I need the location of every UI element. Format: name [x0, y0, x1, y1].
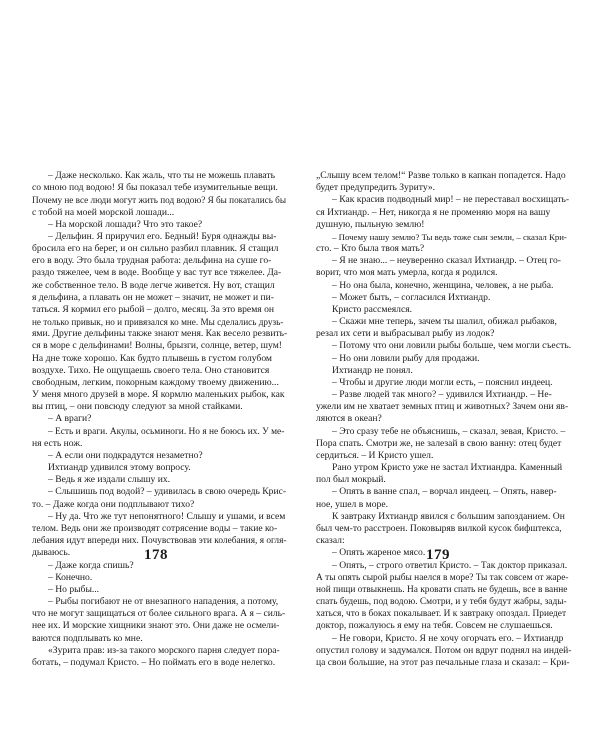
- text-line: – Опять, – строго ответил Кристо. – Так доктор приказал.: [332, 559, 568, 571]
- text-line: ной пищи отвыкнешь. На кровати спать не будешь, все в ванне: [316, 584, 568, 595]
- text-line: – Но она была, конечно, женщина, человек, а не рыба.: [332, 279, 554, 291]
- text-line: ворит, что моя мать умерла, когда я родился.: [316, 267, 498, 279]
- text-line: – Может быть, – согласился Ихтиандр.: [332, 291, 491, 303]
- text-line: – Чтобы и другие люди могли есть, – пояснил индеец.: [332, 376, 553, 388]
- text-line: ня есть нож.: [32, 437, 83, 449]
- left-page-number: 178: [144, 547, 168, 563]
- text-line: К завтраку Ихтиандр явился с большим запозданием. Он: [332, 510, 565, 522]
- text-line: – Но рыбы...: [48, 583, 100, 595]
- text-line: – Скажи мне теперь, зачем ты шалил, обижал рыбаков,: [332, 316, 557, 328]
- text-line: ся Ихтиандр. – Нет, никогда я не променяю моря на вашу: [316, 206, 551, 218]
- text-line: раздо тяжелее, чем в воде. Вообще у вас тут все тяжелее. Да-: [32, 267, 282, 279]
- text-line: я дельфина, а плавать он не может – значит, не может и пи-: [32, 291, 274, 303]
- text-line: вы птиц, – они повсюду следуют за мной стайками.: [32, 401, 243, 413]
- text-line: ся в море с дельфинами! Волны, брызги, солнце, ветер, шум!: [32, 340, 282, 352]
- text-line: – Дельфин. Я приручил его. Бедный! Буря однажды вы-: [48, 230, 277, 242]
- text-line: – Я не знаю... – неуверенно сказал Ихтиандр. – Отец го-: [332, 255, 561, 267]
- text-line: опустил голову и задумался. Потом он вдруг поднял на индей-: [316, 644, 571, 656]
- text-line: – Даже несколько. Как жаль, что ты не можешь плавать: [48, 170, 275, 181]
- text-line: Кристо рассмеялся.: [332, 303, 413, 315]
- text-line: – Конечно.: [48, 571, 93, 583]
- text-line: – Почему нашу землю? Ты ведь тоже сын земли, – сказал Кри-: [332, 231, 567, 242]
- text-line: нее их. И морские хищники знают это. Они даже не осмели-: [32, 620, 280, 632]
- text-line: ляются в океан?: [316, 413, 382, 425]
- text-line: то. – Даже когда они подплывают тихо?: [32, 498, 195, 510]
- text-line: ца свои большие, на этот раз печальные глаза и сказал: – Кри-: [316, 656, 570, 668]
- text-line: Ихтиандр удивился этому вопросу.: [48, 462, 191, 474]
- text-line: не только привык, но и привязался ко мне. Мы сделались друзь-: [32, 317, 284, 328]
- text-line: что не могут защищаться от более сильного врага. А я – силь-: [32, 608, 286, 620]
- text-line: – Как красив подводный мир! – не переставал восхищать-: [332, 194, 570, 206]
- right-page: [316, 170, 571, 669]
- text-line: На дне тоже хорошо. Как будто плывешь в густом голубом: [32, 352, 273, 364]
- text-line: его в воду. Это была трудная работа: дельфина на суше го-: [32, 255, 272, 267]
- text-line: Рано утром Кристо уже не застал Ихтиандра. Каменный: [332, 462, 563, 474]
- text-line: ями. Другие дельфины также знают меня. Как весело резвить-: [32, 328, 287, 340]
- text-line: – Но они ловили рыбу для продажи.: [332, 352, 480, 364]
- text-line: – Ну да. Что же тут непонятного! Слышу и ушами, и всем: [48, 510, 286, 522]
- text-line: будет предупредить Зуриту».: [316, 182, 436, 194]
- text-line: А ты опять сырой рыбы наелся в море? Ты так совсем от жаре-: [316, 572, 569, 583]
- text-line: ужели им не хватает земных птиц и животных? Зачем они яв-: [316, 401, 569, 413]
- text-line: У меня много друзей в море. Я кормлю маленьких рыбок, как: [32, 389, 285, 401]
- text-line: телом. Ведь они же производят сотрясение воды – такие ко-: [32, 522, 278, 534]
- text-line: сто. – Кто была твоя мать?: [316, 243, 425, 255]
- text-line: – Рыбы погибают не от внезапного нападения, а потому,: [48, 596, 279, 608]
- text-line: ное, ушел в море.: [316, 498, 388, 510]
- text-line: – Опять жареное мясо.: [332, 547, 426, 559]
- text-line: – Потому что они ловили рыбы больше, чем могли съесть.: [332, 340, 571, 352]
- text-line: хаться, что в боках покалывает. И к завтраку опоздал. Приедет: [316, 609, 567, 620]
- text-line: «Зурита прав: из-за такого морского парня следует пора-: [48, 644, 280, 656]
- text-line: свободным, легким, покорным каждому твоему движению...: [32, 376, 279, 388]
- text-line: дываюсь.: [32, 547, 71, 559]
- text-line: воздухе. Тихо. Не ощущаешь своего тела. Оно становится: [32, 364, 270, 376]
- text-line: – Слышишь под водой? – удивилась в свою очередь Крис-: [48, 486, 287, 498]
- text-line: – Есть и враги. Акулы, осьминоги. Но я не боюсь их. У ме-: [48, 426, 285, 437]
- text-line: Ихтиандр не понял.: [332, 364, 413, 376]
- right-page-number: 179: [426, 547, 450, 563]
- text-line: – Ведь я же издали слышу их.: [48, 474, 171, 486]
- text-line: с тобой на моей морской лошади...: [32, 206, 175, 218]
- text-line: таться. Я кормил его рыбой – долго, месяц. За это время он: [32, 303, 275, 315]
- text-line: – А враги?: [48, 413, 92, 425]
- text-line: сказал:: [316, 535, 345, 547]
- text-line: Почему не все люди могут жить под водою? Я бы покатались бы: [32, 195, 287, 206]
- text-line: – Не говори, Кристо. Я не хочу огорчать его. – Ихтиандр: [332, 632, 564, 644]
- text-line: сердиться. – И Кристо ушел.: [316, 449, 434, 461]
- text-line: – Даже когда спишь?: [48, 559, 134, 571]
- text-line: пол был мокрый.: [316, 474, 386, 486]
- text-line: – На морской лошади? Что это такое?: [48, 218, 203, 230]
- left-page: [32, 170, 287, 669]
- text-line: же собственное тело. В воде легче живется. Ну вот, стащил: [32, 279, 275, 291]
- text-line: доктор, пожалуюсь я ему на тебя. Совсем не слушаешься.: [316, 620, 553, 632]
- text-line: лебания идут впереди них. Почувствовав эти колебания, я огля-: [32, 536, 287, 547]
- text-line: был чем-то расстроен. Поковыряв вилкой кусок бифштекса,: [316, 522, 562, 534]
- text-line: ботать, – подумал Кристо. – Но поймать его в воде нелегко.: [32, 656, 276, 668]
- text-line: „Слышу всем телом!“ Разве только в капкан попадется. Надо: [316, 170, 566, 181]
- text-line: – Это сразу тебе не объяснишь, – сказал, зевая, Кристо. –: [332, 425, 566, 437]
- text-line: со мною под водою! Я бы показал тебе изумительные вещи.: [32, 182, 278, 194]
- text-line: – А если они подкрадутся незаметно?: [48, 449, 203, 461]
- text-line: спать будешь, под водою. Смотри, и у тебя будут жабры, зады-: [316, 597, 567, 608]
- text-line: душную, пыльную землю!: [316, 218, 425, 230]
- text-line: – Опять в ванне спал, – ворчал индеец. – Опять, навер-: [332, 486, 557, 498]
- text-line: – Разве людей так много? – удивился Ихтиандр. – Не-: [332, 389, 552, 401]
- text-line: бросила его на берег, и он сильно разбил плавник. Я стащил: [32, 243, 279, 255]
- text-line: ваются подплывать ко мне.: [32, 632, 143, 644]
- text-line: резал их сети и выбрасывал рыбу из лодок?: [316, 328, 495, 340]
- text-line: Пора спать. Смотри же, не залезай в свою ванну: отец будет: [316, 437, 562, 449]
